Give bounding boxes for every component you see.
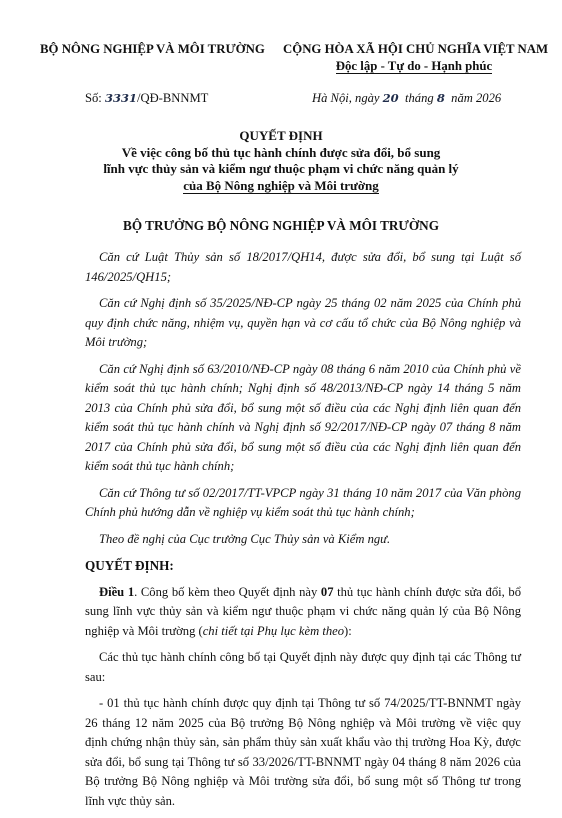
decision-heading: QUYẾT ĐỊNH: (85, 558, 174, 573)
legal-basis-1: Căn cứ Luật Thủy sản số 18/2017/QH14, được sửa đổi, bổ sung tại Luật số 146/2025/QH15; (85, 250, 521, 284)
country-name: CỘNG HÒA XÃ HỘI CHỦ NGHĨA VIỆT NAM (283, 42, 549, 56)
handwritten-month: 8 (436, 91, 445, 105)
handwritten-day: 20 (382, 91, 399, 105)
issuing-agency (40, 42, 270, 57)
article-1 (85, 583, 521, 642)
number-prefix: Số: (85, 91, 102, 105)
date-place-label: Hà Nội, ngày (312, 91, 380, 105)
title-line-2: lĩnh vực thủy sản và kiểm ngư thuộc phạm vi chức năng quản lý (103, 161, 459, 176)
ministry-name: BỘ NÔNG NGHIỆP VÀ MÔI TRƯỜNG (40, 42, 265, 56)
minister-heading: BỘ TRƯỞNG BỘ NÔNG NGHIỆP VÀ MÔI TRƯỜNG (123, 218, 439, 233)
date-month-label: tháng (404, 91, 434, 105)
procedure-item-1: - 01 thủ tục hành chính được quy định tại Thông tư số 74/2025/TT-BNNMT ngày 26 tháng 12 năm 2025 của Bộ trưởng Bộ Nông nghiệp và Môi trường về việc quy định chứng nhận thủy sản, sản phẩm thủy sản xuất khẩu vào thị trường Hoa Kỳ, được sửa đổi, bổ sung tại Thông tư số 33/2026/TT-BNNMT ngày 04 tháng 8 năm 2026 của Bộ trưởng Bộ Nông nghiệp và Môi trường sửa đổi, bổ sung một số Thông tư trong lĩnh vực thủy sản. (85, 696, 521, 808)
article-1-appendix: chi tiết tại Phụ lục kèm theo (202, 623, 345, 638)
title-line-1: Về việc công bố thủ tục hành chính được sửa đổi, bổ sung (121, 144, 441, 160)
article-1-text-a: . Công bố kèm theo Quyết định này (134, 584, 321, 599)
proposal-basis: Theo đề nghị của Cục trưởng Cục Thủy sản và Kiểm ngư. (99, 531, 391, 546)
legal-basis-2: Căn cứ Nghị định số 35/2025/NĐ-CP ngày 25 tháng 02 năm 2025 của Chính phủ quy định chức năng, nhiệm vụ, quyền hạn và cơ cấu tổ chức của Bộ Nông nghiệp và Môi trường; (85, 296, 521, 349)
issue-date (312, 91, 501, 106)
article-1-text-c: ): (344, 623, 352, 638)
document-title (0, 128, 562, 194)
date-year-label: năm 2026 (451, 91, 502, 105)
legal-basis-4: Căn cứ Thông tư số 02/2017/TT-VPCP ngày 31 tháng 10 năm 2017 của Văn phòng Chính phủ hướng dẫn về nghiệp vụ kiểm soát thủ tục hành chính; (85, 485, 521, 519)
procedures-intro: Các thủ tục hành chính công bố tại Quyết định này được quy định tại các Thông tư sau: (85, 650, 521, 684)
article-1-label: Điều 1 (99, 584, 135, 599)
article-1-text-b: thủ tục hành chính được sửa đổi, bổ sung lĩnh vực thủy sản và kiểm ngư thuộc phạm vi chức năng quản lý của Bộ Nông nghiệp và Môi trường ( (85, 584, 521, 638)
number-suffix: /QĐ-BNNMT (136, 91, 209, 105)
national-header (283, 42, 549, 74)
title-heading: QUYẾT ĐỊNH (239, 128, 323, 143)
document-body (85, 248, 521, 818)
article-1-count: 07 (320, 584, 334, 599)
document-number (85, 91, 208, 106)
title-line-3: của Bộ Nông nghiệp và Môi trường (183, 177, 379, 193)
national-motto: Độc lập - Tự do - Hạnh phúc (335, 59, 493, 73)
handwritten-number: 3331 (104, 91, 137, 105)
legal-basis-3: Căn cứ Nghị định số 63/2010/NĐ-CP ngày 08 tháng 6 năm 2010 của Chính phủ về kiểm soát thủ tục hành chính; Nghị định số 48/2013/NĐ-CP ngày 14 tháng 5 năm 2013 của Chính phủ sửa đổi, bổ sung một số điều của các Nghị định liên quan đến kiểm soát thủ tục hành chính và Nghị định số 92/2017/NĐ-CP ngày 07 tháng 8 năm 2017 của Chính phủ sửa đổi, bổ sung một số điều của các Nghị định liên quan đến kiểm soát thủ tục hành chính; (85, 361, 521, 473)
